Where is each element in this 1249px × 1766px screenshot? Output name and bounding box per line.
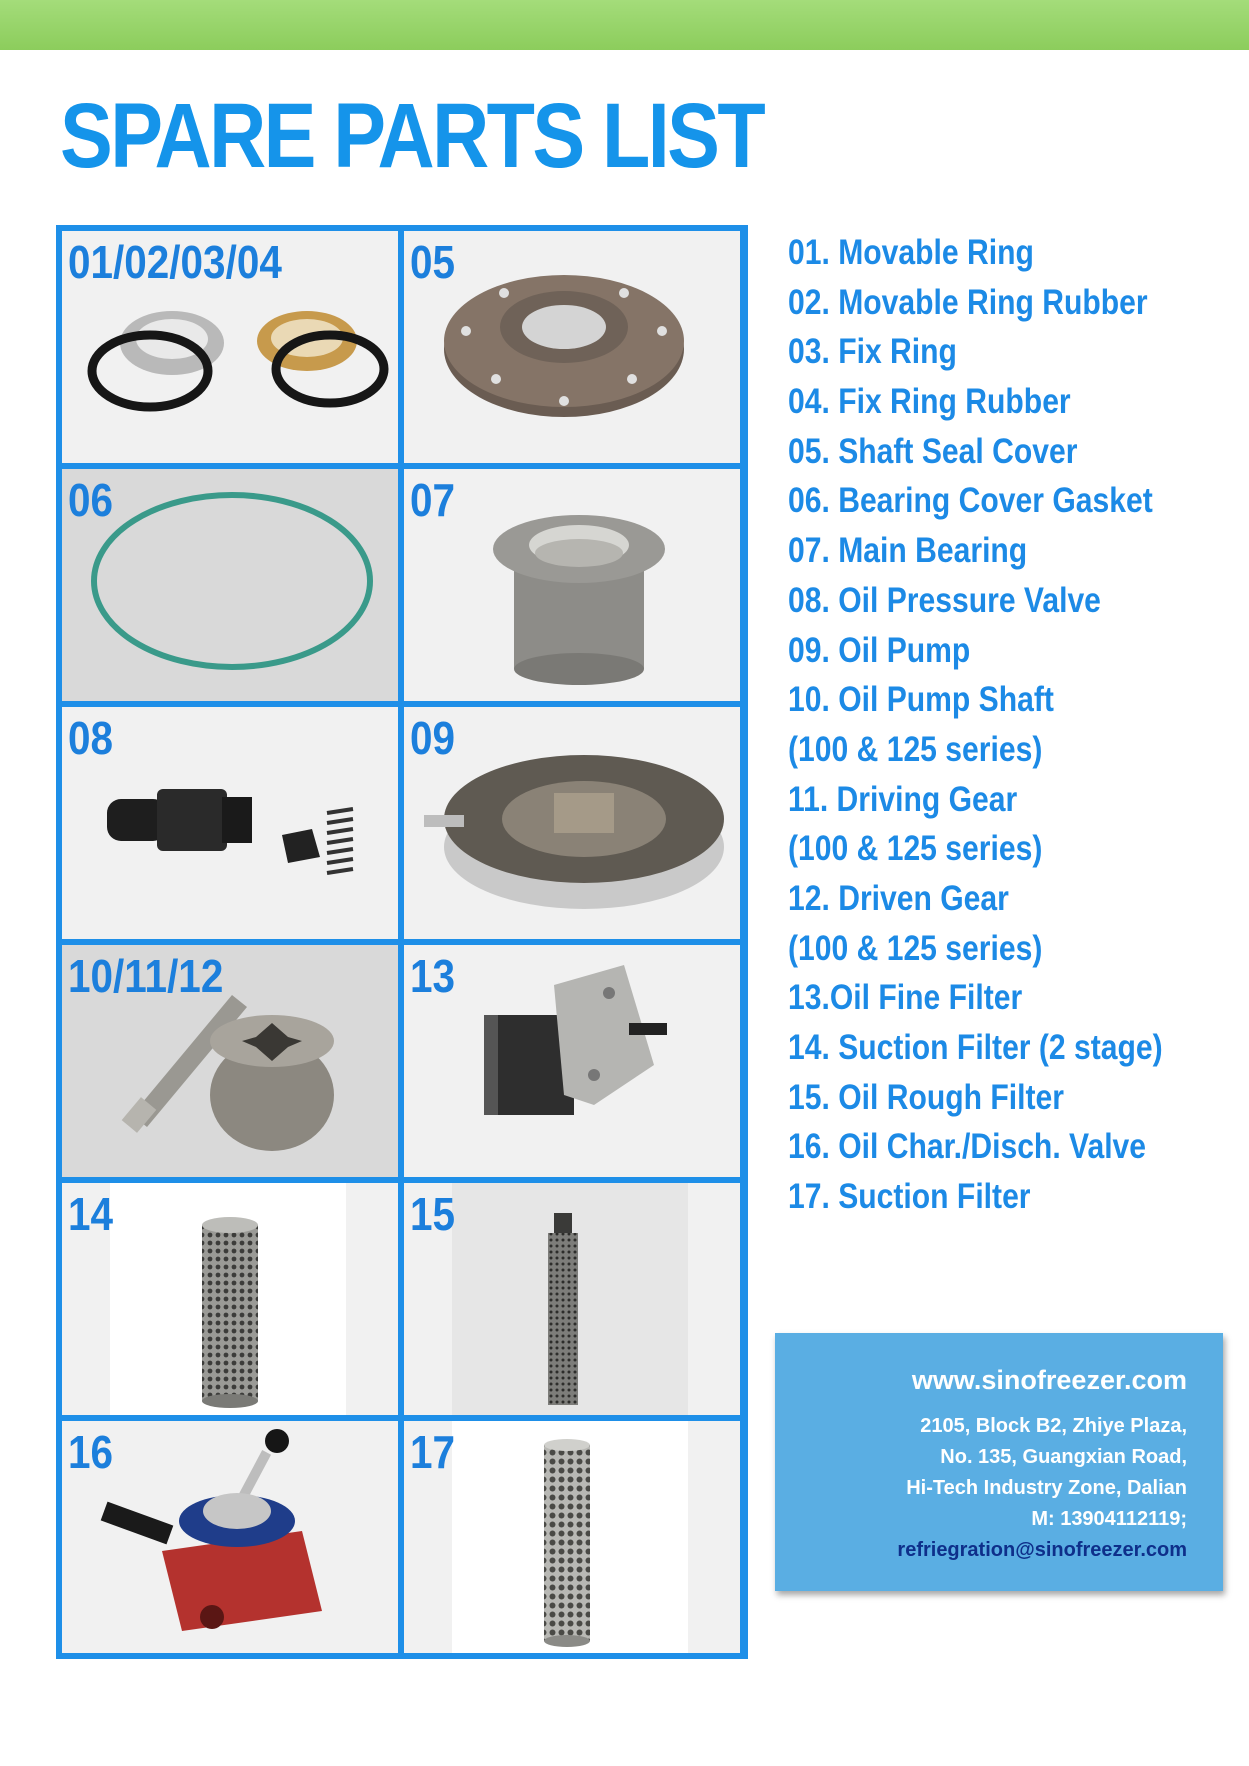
part-item: 17. Suction Filter bbox=[788, 1177, 1031, 1217]
photo-cell-16 bbox=[62, 1421, 398, 1653]
contact-box bbox=[775, 1333, 1223, 1591]
cell-label: 08 bbox=[68, 712, 114, 764]
part-item: 05. Shaft Seal Cover bbox=[788, 431, 1078, 471]
cell-label: 17 bbox=[410, 1426, 456, 1478]
part-item: 16. Oil Char./Disch. Valve bbox=[788, 1127, 1147, 1167]
part-item: 02. Movable Ring Rubber bbox=[788, 282, 1148, 322]
cell-label: 14 bbox=[68, 1188, 114, 1240]
cell-label: 06 bbox=[68, 474, 114, 526]
part-item: 14. Suction Filter (2 stage) bbox=[788, 1028, 1163, 1067]
photo-cell-08 bbox=[62, 707, 398, 939]
cell-label: 15 bbox=[410, 1188, 456, 1240]
part-item: 03. Fix Ring bbox=[788, 332, 957, 372]
part-series-note: (100 & 125 series) bbox=[788, 928, 1043, 968]
part-item: 08. Oil Pressure Valve bbox=[788, 580, 1101, 620]
address-line: No. 135, Guangxian Road, bbox=[940, 1446, 1187, 1468]
website-link[interactable]: www.sinofreezer.com bbox=[911, 1365, 1187, 1395]
part-item: 06. Bearing Cover Gasket bbox=[788, 481, 1153, 521]
cell-label: 10/11/12 bbox=[68, 950, 224, 1002]
part-item: 10. Oil Pump Shaft bbox=[788, 680, 1054, 720]
photo-cell-14 bbox=[62, 1183, 398, 1415]
photo-cell-06 bbox=[62, 469, 398, 701]
cell-label: 13 bbox=[410, 950, 456, 1002]
page-title: SPARE PARTS LIST bbox=[60, 85, 764, 187]
photo-cell-10-12 bbox=[62, 945, 398, 1177]
part-item: 04. Fix Ring Rubber bbox=[788, 382, 1071, 422]
cell-label: 01/02/03/04 bbox=[68, 236, 282, 288]
part-item: 11. Driving Gear bbox=[788, 779, 1018, 819]
email-link[interactable]: refriegration@sinofreezer.com bbox=[897, 1539, 1187, 1561]
address-line: 2105, Block B2, Zhiye Plaza, bbox=[920, 1415, 1187, 1437]
part-item: 01. Movable Ring bbox=[788, 233, 1034, 272]
photo-cell-17 bbox=[404, 1421, 740, 1653]
top-color-bar bbox=[0, 0, 1249, 50]
part-item: 15. Oil Rough Filter bbox=[788, 1077, 1064, 1117]
photo-cell-07 bbox=[404, 469, 740, 701]
photo-cell-09 bbox=[404, 707, 740, 939]
part-item: 09. Oil Pump bbox=[788, 630, 971, 670]
photo-cell-13 bbox=[404, 945, 740, 1177]
parts-list bbox=[788, 228, 1248, 1222]
photo-cell-01-04 bbox=[62, 231, 398, 463]
part-series-note: (100 & 125 series) bbox=[788, 829, 1043, 869]
photo-cell-15 bbox=[404, 1183, 740, 1415]
photo-cell-05 bbox=[404, 231, 740, 463]
part-series-note: (100 & 125 series) bbox=[788, 729, 1043, 769]
cell-label: 05 bbox=[410, 236, 456, 288]
cell-label: 07 bbox=[410, 474, 456, 526]
part-item: 12. Driven Gear bbox=[788, 878, 1009, 918]
part-item: 07. Main Bearing bbox=[788, 531, 1028, 571]
cell-label: 09 bbox=[410, 712, 456, 764]
cell-label: 16 bbox=[68, 1426, 114, 1478]
address-line: Hi-Tech Industry Zone, Dalian bbox=[906, 1477, 1187, 1499]
phone-line: M: 13904112119; bbox=[1031, 1508, 1187, 1530]
part-item: 13.Oil Fine Filter bbox=[788, 978, 1023, 1018]
parts-photo-grid bbox=[56, 225, 748, 1659]
